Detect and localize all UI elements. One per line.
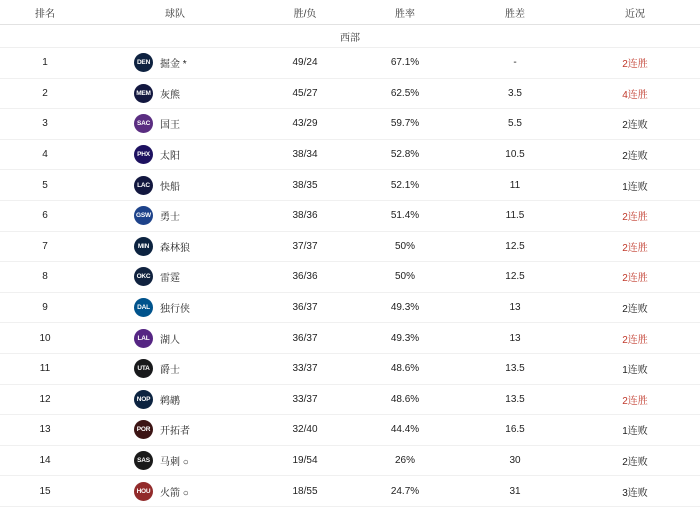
cell-streak: 2连胜 [622, 395, 648, 407]
cell-games-behind: 13.5 [505, 363, 525, 375]
table-row[interactable] [0, 170, 700, 201]
cell-win-pct: 51.4% [390, 210, 420, 222]
cell-team[interactable] [90, 114, 260, 133]
cell-streak: 2连胜 [622, 59, 648, 71]
team-logo-icon: POR [134, 420, 153, 439]
cell-win-pct: 50% [394, 271, 415, 283]
cell-streak: 2连胜 [622, 334, 648, 346]
table-header-row [0, 0, 700, 25]
cell-streak: 2连胜 [622, 212, 648, 224]
cell-streak: 4连胜 [622, 89, 648, 101]
cell-rank: 12 [39, 393, 51, 405]
cell-games-behind: 3.5 [508, 87, 522, 99]
cell-rank: 15 [39, 485, 51, 497]
cell-streak: 3连败 [622, 487, 648, 499]
table-row[interactable] [0, 476, 700, 507]
cell-streak: 2连败 [622, 151, 648, 163]
cell-streak: 2连败 [622, 457, 648, 469]
cell-win-pct: 26% [394, 455, 415, 467]
cell-streak: 1连败 [622, 426, 648, 438]
cell-win-pct: 44.4% [390, 424, 420, 436]
table-row[interactable] [0, 323, 700, 354]
cell-win-pct: 49.3% [390, 302, 420, 314]
table-row[interactable] [0, 140, 700, 171]
cell-win-pct: 52.1% [390, 179, 420, 191]
cell-streak: 2连败 [622, 304, 648, 316]
team-name: 雷霆 [160, 273, 180, 285]
column-header-rank: 排名 [35, 8, 55, 20]
cell-win-loss: 33/37 [292, 393, 318, 405]
team-name: 独行侠 [160, 304, 190, 316]
cell-team[interactable] [90, 359, 260, 378]
cell-games-behind: 12.5 [505, 240, 525, 252]
cell-team[interactable] [90, 176, 260, 195]
cell-win-pct: 48.6% [390, 363, 420, 375]
cell-games-behind: 30 [509, 455, 521, 467]
team-logo-icon: MIN [134, 237, 153, 256]
cell-win-loss: 43/29 [292, 118, 318, 130]
team-name: 马刺 ○ [160, 457, 189, 469]
cell-games-behind: 13 [509, 302, 521, 314]
cell-win-pct: 48.6% [390, 393, 420, 405]
cell-team[interactable] [90, 329, 260, 348]
cell-win-loss: 19/54 [292, 455, 318, 467]
cell-rank: 13 [39, 424, 51, 436]
cell-rank: 9 [42, 302, 48, 314]
cell-games-behind: 12.5 [505, 271, 525, 283]
cell-rank: 10 [39, 332, 51, 344]
cell-games-behind: 13.5 [505, 393, 525, 405]
cell-win-loss: 36/36 [292, 271, 318, 283]
cell-rank: 4 [42, 149, 48, 161]
cell-win-pct: 67.1% [390, 57, 420, 69]
cell-win-loss: 37/37 [292, 240, 318, 252]
table-row[interactable] [0, 354, 700, 385]
team-name: 勇士 [160, 212, 180, 224]
cell-win-loss: 36/37 [292, 302, 318, 314]
cell-team[interactable] [90, 298, 260, 317]
team-name: 火箭 ○ [160, 487, 189, 499]
cell-win-loss: 38/34 [292, 149, 318, 161]
cell-win-loss: 38/35 [292, 179, 318, 191]
table-row[interactable] [0, 385, 700, 416]
cell-team[interactable] [90, 420, 260, 439]
cell-streak: 2连胜 [622, 242, 648, 254]
team-name: 快船 [160, 181, 180, 193]
table-row[interactable] [0, 48, 700, 79]
cell-team[interactable] [90, 237, 260, 256]
team-name: 鹈鹕 [160, 395, 180, 407]
cell-team[interactable] [90, 206, 260, 225]
conference-label: 西部 [0, 25, 700, 48]
team-name: 太阳 [160, 151, 180, 163]
cell-team[interactable] [90, 267, 260, 286]
team-name: 湖人 [160, 334, 180, 346]
cell-rank: 3 [42, 118, 48, 130]
column-header-streak: 近况 [625, 8, 645, 20]
column-header-gb: 胜差 [505, 8, 525, 20]
team-logo-icon: PHX [134, 145, 153, 164]
cell-streak: 2连胜 [622, 273, 648, 285]
cell-streak: 2连败 [622, 120, 648, 132]
cell-team[interactable] [90, 53, 260, 72]
cell-rank: 11 [39, 363, 51, 375]
cell-win-loss: 32/40 [292, 424, 318, 436]
table-body [0, 48, 700, 507]
column-header-team: 球队 [165, 8, 185, 20]
cell-team[interactable] [90, 451, 260, 470]
team-name: 灰熊 [160, 89, 180, 101]
cell-games-behind: 5.5 [508, 118, 522, 130]
cell-games-behind: 16.5 [505, 424, 525, 436]
cell-win-loss: 45/27 [292, 87, 318, 99]
team-logo-icon: LAC [134, 176, 153, 195]
team-name: 爵士 [160, 365, 180, 377]
cell-rank: 5 [42, 179, 48, 191]
cell-win-loss: 49/24 [292, 57, 318, 69]
team-name: 森林狼 [160, 242, 190, 254]
cell-streak: 1连败 [622, 365, 648, 377]
cell-win-loss: 36/37 [292, 332, 318, 344]
table-row[interactable] [0, 262, 700, 293]
cell-games-behind: 11.5 [505, 210, 525, 222]
cell-win-pct: 59.7% [390, 118, 420, 130]
team-logo-icon: SAS [134, 451, 153, 470]
cell-win-loss: 38/36 [292, 210, 318, 222]
cell-rank: 1 [42, 57, 48, 69]
cell-rank: 8 [42, 271, 48, 283]
team-logo-icon: UTA [134, 359, 153, 378]
team-logo-icon: MEM [134, 84, 153, 103]
team-name: 开拓者 [160, 426, 190, 438]
team-name: 国王 [160, 120, 180, 132]
cell-streak: 1连败 [622, 181, 648, 193]
team-logo-icon: SAC [134, 114, 153, 133]
cell-win-loss: 33/37 [292, 363, 318, 375]
cell-rank: 2 [42, 87, 48, 99]
team-logo-icon: DAL [134, 298, 153, 317]
team-logo-icon: NOP [134, 390, 153, 409]
table-row[interactable] [0, 415, 700, 446]
cell-team[interactable] [90, 145, 260, 164]
team-logo-icon: HOU [134, 482, 153, 501]
cell-win-pct: 62.5% [390, 87, 420, 99]
cell-team[interactable] [90, 482, 260, 501]
cell-team[interactable] [90, 84, 260, 103]
table-row[interactable] [0, 446, 700, 477]
table-row[interactable] [0, 201, 700, 232]
cell-rank: 6 [42, 210, 48, 222]
cell-games-behind: 10.5 [505, 149, 525, 161]
team-logo-icon: OKC [134, 267, 153, 286]
cell-win-pct: 50% [394, 240, 415, 252]
cell-win-pct: 24.7% [390, 485, 420, 497]
cell-win-pct: 49.3% [390, 332, 420, 344]
cell-win-pct: 52.8% [390, 149, 420, 161]
team-logo-icon: DEN [134, 53, 153, 72]
table-row[interactable] [0, 79, 700, 110]
column-header-wl: 胜/负 [293, 8, 317, 20]
table-row[interactable] [0, 109, 700, 140]
cell-rank: 14 [39, 455, 51, 467]
table-row[interactable] [0, 293, 700, 324]
cell-games-behind: 13 [509, 332, 521, 344]
team-logo-icon: GSW [134, 206, 153, 225]
cell-team[interactable] [90, 390, 260, 409]
team-name: 掘金 * [160, 59, 187, 71]
table-row[interactable] [0, 232, 700, 263]
cell-games-behind: 31 [509, 485, 521, 497]
cell-games-behind: - [513, 57, 517, 69]
team-logo-icon: LAL [134, 329, 153, 348]
cell-rank: 7 [42, 240, 48, 252]
cell-win-loss: 18/55 [292, 485, 318, 497]
cell-games-behind: 11 [509, 179, 521, 191]
column-header-pct: 胜率 [395, 8, 415, 20]
